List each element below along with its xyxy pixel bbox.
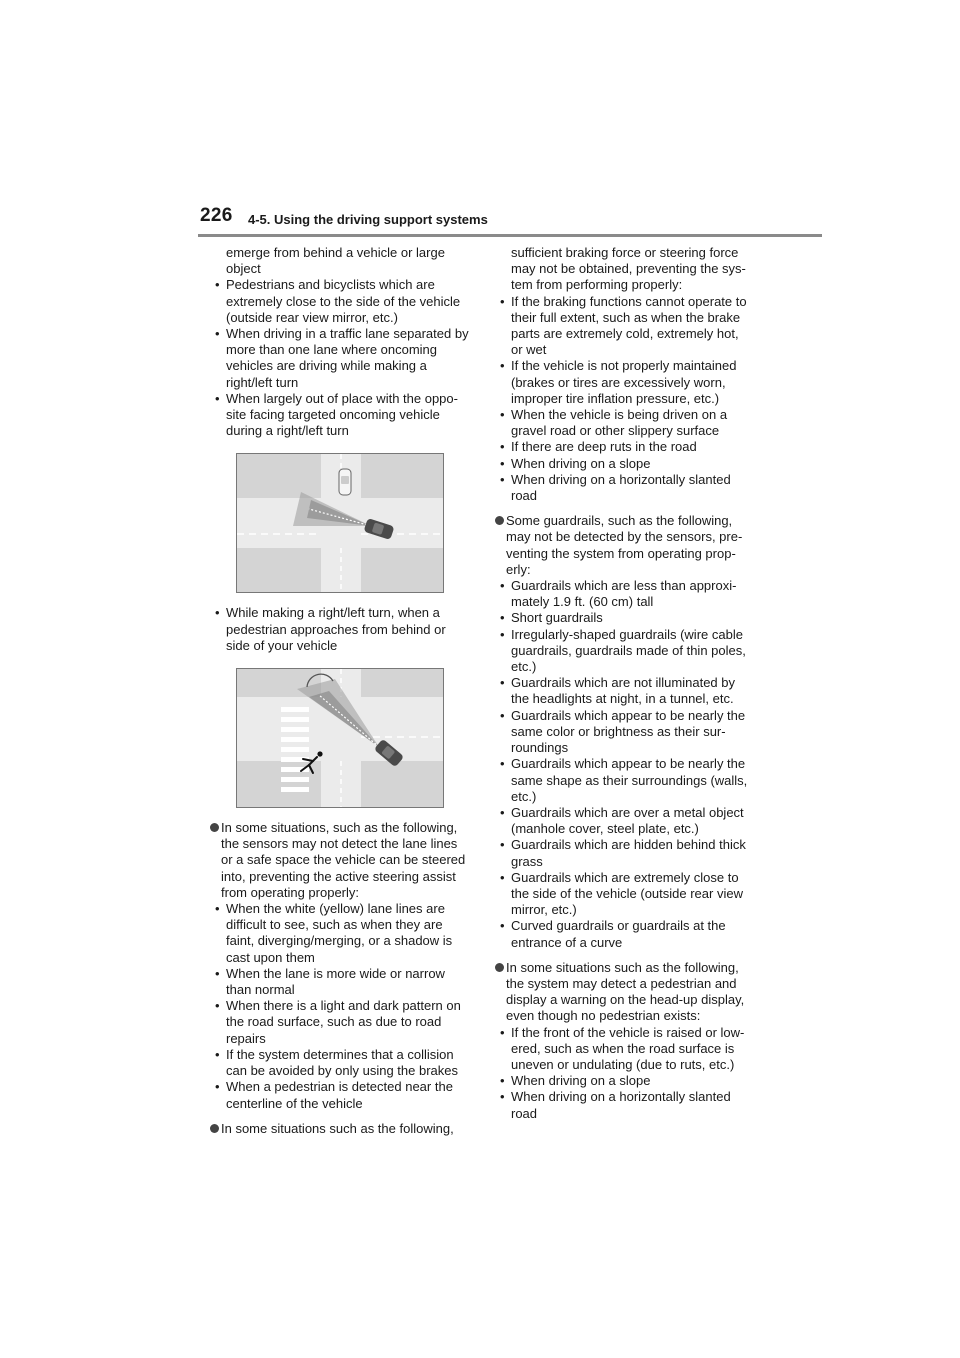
- list-item: • Pedestrians and bicyclists which are extremely close to the side of the vehicle (outside rear view mirror, etc.): [210, 277, 472, 326]
- main-bullet-text: In some situations such as the following,: [221, 1120, 454, 1136]
- section-title: 4-5. Using the driving support systems: [248, 212, 488, 227]
- list-item: • When driving on a horizontally slanted road: [495, 472, 753, 504]
- list-item: • If the front of the vehicle is raised or low-ered, such as when the road surface is uneven or undulating (due to ruts, etc.): [495, 1025, 753, 1074]
- list-item: • Guardrails which appear to be nearly the same shape as their surroundings (walls, etc.): [495, 756, 753, 805]
- main-bullet-item: [495, 513, 753, 578]
- main-bullet-text: In some situations such as the following, the system may detect a pedestrian and display a warning on the head-up display, even though no pedestrian exists:: [506, 959, 745, 1024]
- right-column: [495, 245, 753, 1122]
- list-item: • When the vehicle is being driven on a gravel road or other slippery surface: [495, 407, 753, 439]
- main-bullet-text: Some guardrails, such as the following, may not be detected by the sensors, pre-venting the system from operating prop-erly:: [506, 513, 743, 577]
- list-item: • When the white (yellow) lane lines are difficult to see, such as when they are faint, diverging/merging, or a shadow is cast upon them: [210, 901, 472, 966]
- list-item: • When driving on a slope: [495, 456, 753, 472]
- main-bullet-item: [495, 960, 753, 1025]
- list-item: • If the system determines that a collision can be avoided by only using the brakes: [210, 1047, 472, 1079]
- filled-circle-bullet-icon: [210, 1124, 219, 1133]
- list-item: • Guardrails which are over a metal object (manhole cover, steel plate, etc.): [495, 805, 753, 837]
- main-bullet-item: [210, 1121, 472, 1137]
- list-item: • If there are deep ruts in the road: [495, 439, 753, 455]
- list-item: • When largely out of place with the oppo-site facing targeted oncoming vehicle during a right/left turn: [210, 391, 472, 440]
- list-item: • When driving in a traffic lane separated by more than one lane where oncoming vehicles are driving while making a right/left turn: [210, 326, 472, 391]
- list-item: • Guardrails which are extremely close to the side of the vehicle (outside rear view mirror, etc.): [495, 870, 753, 919]
- filled-circle-bullet-icon: [495, 516, 504, 525]
- header-rule: [198, 234, 822, 237]
- list-item: • When a pedestrian is detected near the centerline of the vehicle: [210, 1079, 472, 1111]
- list-item: • Guardrails which are not illuminated by the headlights at night, in a tunnel, etc.: [495, 675, 753, 707]
- left-column: [210, 245, 472, 1137]
- list-item: • Curved guardrails or guardrails at the entrance of a curve: [495, 918, 753, 950]
- page-number: 226: [200, 205, 233, 226]
- list-item: • When driving on a slope: [495, 1073, 753, 1089]
- filled-circle-bullet-icon: [495, 963, 504, 972]
- continued-text: sufficient braking force or steering force may not be obtained, preventing the sys-tem from performing properly:: [511, 245, 746, 293]
- page-header: [198, 203, 822, 237]
- list-item: • When driving on a horizontally slanted road: [495, 1089, 753, 1121]
- list-item: • Guardrails which are less than approxi-mately 1.9 ft. (60 cm) tall: [495, 578, 753, 610]
- list-item: • Guardrails which are hidden behind thick grass: [495, 837, 753, 869]
- list-item: • If the vehicle is not properly maintained (brakes or tires are excessively worn, improper tire inflation pressure, etc.): [495, 358, 753, 407]
- list-item: • When the lane is more wide or narrow than normal: [210, 966, 472, 998]
- illustration-pedestrian-turn: [236, 668, 444, 808]
- main-bullet-item: [210, 820, 472, 901]
- list-item: • When there is a light and dark pattern on the road surface, such as due to road repairs: [210, 998, 472, 1047]
- filled-circle-bullet-icon: [210, 823, 219, 832]
- main-bullet-text: In some situations, such as the following, the sensors may not detect the lane lines or a safe space the vehicle can be steered into, preventing the active steering assist from operating properly:: [221, 820, 466, 900]
- list-item: • While making a right/left turn, when a pedestrian approaches from behind or side of your vehicle: [210, 605, 472, 654]
- list-item: • Irregularly-shaped guardrails (wire cable guardrails, guardrails made of thin poles, etc.): [495, 627, 753, 676]
- list-item: • Guardrails which appear to be nearly the same color or brightness as their sur-roundings: [495, 708, 753, 757]
- list-item: • If the braking functions cannot operate to their full extent, such as when the brake parts are extremely cold, extremely hot, or wet: [495, 294, 753, 359]
- illustration-oncoming-vehicle-turn: [236, 453, 444, 593]
- list-item: • Short guardrails: [495, 610, 753, 626]
- continued-text: emerge from behind a vehicle or large object: [226, 245, 445, 277]
